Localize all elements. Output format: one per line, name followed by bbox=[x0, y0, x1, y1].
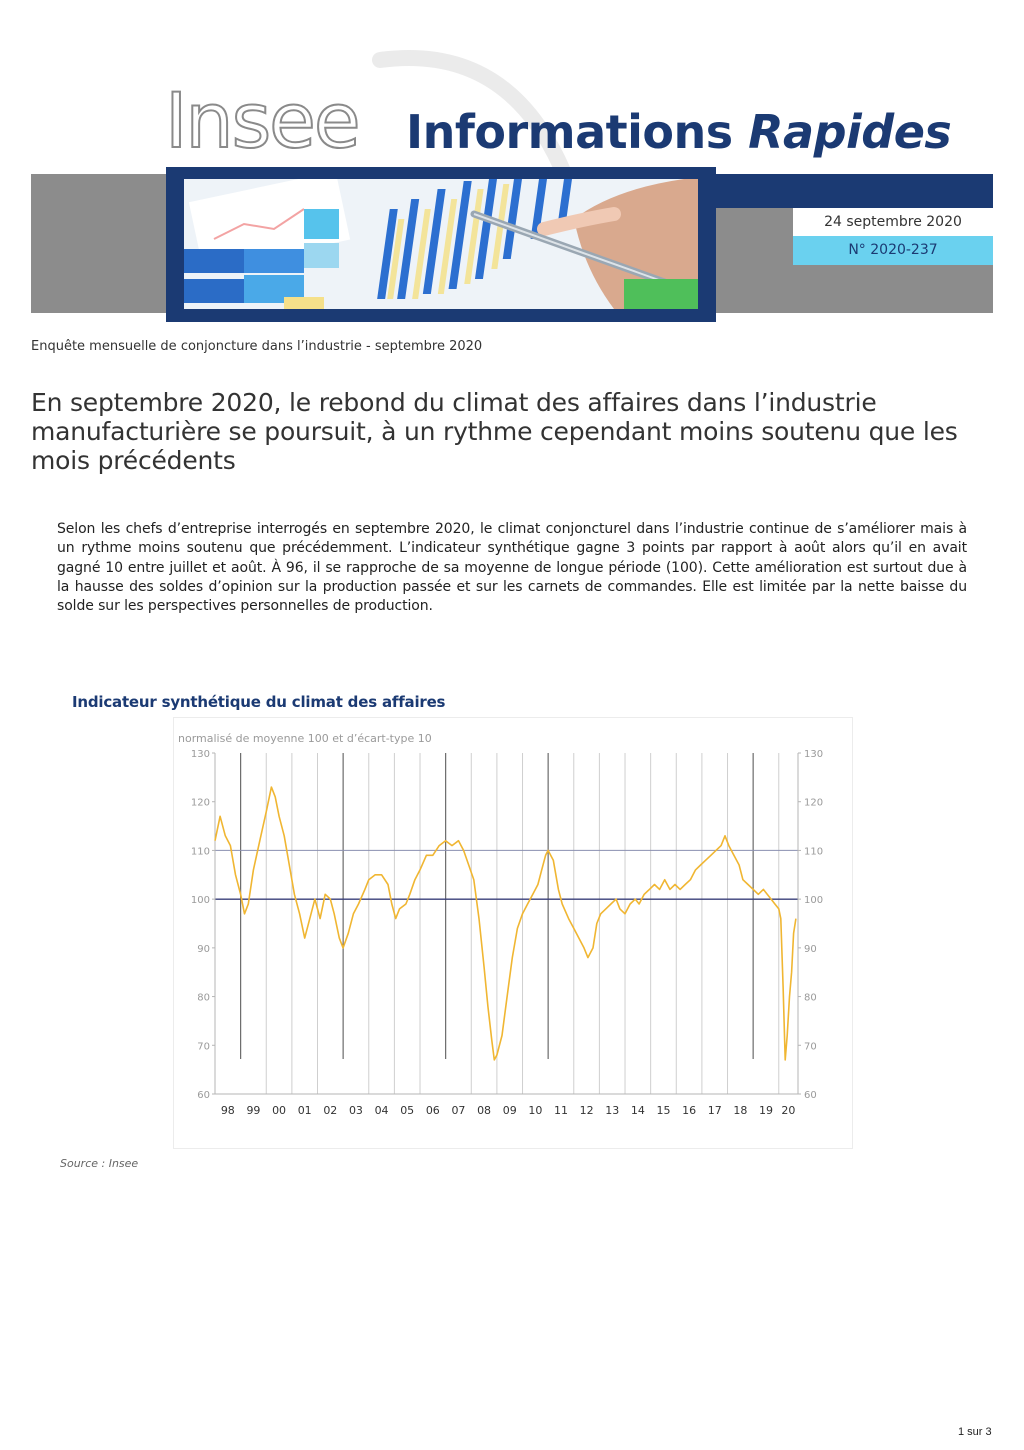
banner-chart-photo bbox=[184, 179, 698, 309]
y-tick-label-right: 110 bbox=[804, 846, 824, 858]
x-tick-label: 19 bbox=[758, 1104, 773, 1117]
y-tick-label-right: 90 bbox=[804, 943, 817, 955]
x-tick-label: 99 bbox=[246, 1104, 261, 1117]
x-tick-label: 20 bbox=[781, 1104, 796, 1117]
publication-number: N° 2020-237 bbox=[793, 236, 993, 265]
x-tick-label: 10 bbox=[528, 1104, 543, 1117]
x-tick-label: 03 bbox=[348, 1104, 363, 1117]
x-tick-label: 12 bbox=[579, 1104, 594, 1117]
x-tick-label: 18 bbox=[733, 1104, 748, 1117]
x-tick-label: 14 bbox=[630, 1104, 645, 1117]
y-tick-label-left: 70 bbox=[197, 1041, 210, 1053]
survey-subtitle: Enquête mensuelle de conjoncture dans l’industrie - septembre 2020 bbox=[31, 339, 483, 354]
x-tick-label: 01 bbox=[297, 1104, 312, 1117]
y-tick-label-right: 100 bbox=[804, 895, 824, 907]
insee-logo: Insee bbox=[165, 76, 359, 165]
x-tick-label: 04 bbox=[374, 1104, 389, 1117]
banner-illustration bbox=[184, 179, 698, 309]
business-climate-chart bbox=[173, 717, 853, 1149]
x-tick-label: 13 bbox=[605, 1104, 620, 1117]
publication-title-main: Informations bbox=[406, 105, 733, 159]
headline: En septembre 2020, le rebond du climat des affaires dans l’industrie manufacturière se poursuit, à un rythme cependant moins soutenu que les mois précédents bbox=[31, 388, 958, 475]
y-tick-label-left: 130 bbox=[190, 749, 210, 760]
header-blue-band bbox=[715, 174, 993, 208]
x-tick-label: 00 bbox=[272, 1104, 287, 1117]
lead-paragraph: Selon les chefs d’entreprise interrogés en septembre 2020, le climat conjoncturel dans l’industrie continue de s’améliorer mais à un rythme moins soutenu que précédemment. L’indicateur synthétique gagne 3 points par rapport à août alors qu’il en avait gagné 10 entre juillet et août. À 96, il se rapproche de sa moyenne de longue période (100). Cette amélioration est surtout due à la hausse des soldes d’opinion sur la production passée et sur les carnets de commandes. Elle est limitée par la nette baisse du solde sur les perspectives personnelles de production. bbox=[57, 521, 967, 615]
publication-date: 24 septembre 2020 bbox=[793, 208, 993, 236]
y-tick-label-right: 70 bbox=[804, 1041, 817, 1053]
x-tick-label: 98 bbox=[220, 1104, 235, 1117]
chart-title: Indicateur synthétique du climat des affaires bbox=[72, 693, 446, 711]
y-tick-label-right: 130 bbox=[804, 749, 824, 760]
publication-title-italic: Rapides bbox=[748, 105, 952, 159]
y-tick-label-left: 90 bbox=[197, 943, 210, 955]
y-tick-label-right: 60 bbox=[804, 1090, 817, 1101]
y-tick-label-right: 120 bbox=[804, 797, 824, 809]
x-tick-label: 11 bbox=[553, 1104, 568, 1117]
x-tick-label: 16 bbox=[682, 1104, 697, 1117]
page-number: 1 sur 3 bbox=[958, 1426, 992, 1438]
y-tick-label-left: 120 bbox=[190, 797, 210, 809]
y-tick-label-right: 80 bbox=[804, 992, 817, 1004]
x-tick-label: 08 bbox=[477, 1104, 492, 1117]
x-tick-label: 06 bbox=[425, 1104, 440, 1117]
x-tick-label: 15 bbox=[656, 1104, 671, 1117]
chart-source: Source : Insee bbox=[60, 1157, 139, 1170]
x-tick-label: 02 bbox=[323, 1104, 338, 1117]
x-tick-label: 09 bbox=[502, 1104, 517, 1117]
chart-y-unit-label: normalisé de moyenne 100 et d’écart-type 10 bbox=[178, 732, 432, 745]
x-tick-label: 07 bbox=[451, 1104, 466, 1117]
publication-title bbox=[406, 104, 951, 160]
y-tick-label-left: 60 bbox=[197, 1090, 210, 1101]
y-tick-label-left: 110 bbox=[190, 846, 210, 858]
x-tick-label: 17 bbox=[707, 1104, 722, 1117]
y-tick-label-left: 80 bbox=[197, 992, 210, 1004]
climate-indicator-line bbox=[215, 787, 796, 1060]
y-tick-label-left: 100 bbox=[190, 895, 210, 907]
x-tick-label: 05 bbox=[400, 1104, 415, 1117]
